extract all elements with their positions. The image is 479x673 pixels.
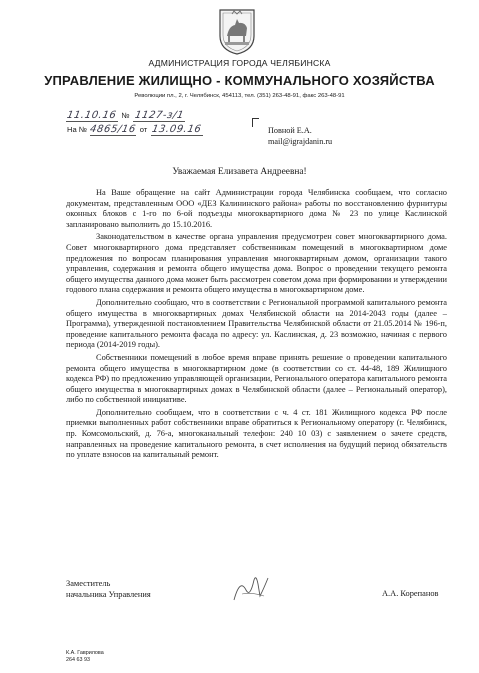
outgoing-date: 11.10.16 bbox=[66, 110, 118, 121]
chelyabinsk-coat-of-arms-icon bbox=[215, 6, 259, 56]
incoming-registration bbox=[66, 124, 203, 136]
signer-position bbox=[66, 579, 151, 600]
from-label: от bbox=[139, 125, 148, 134]
incoming-number: 4865/16 bbox=[89, 124, 138, 135]
department-address: Революции пл., 2, г. Челябинск, 454113, тел. (351) 263-48-91, факс 263-48-91 bbox=[134, 93, 345, 99]
recipient-block bbox=[268, 125, 332, 147]
signer-name: А.А. Корепанов bbox=[382, 589, 439, 598]
paragraph: Дополнительно сообщаю, что в соответствии с Региональной программой капитального ремонта общего имущества в многоквартирных домах Челябинской области на 2014-2043 годы (далее – Программа), утвержденной постановлением Правительства Челябинской области от 21.05.2014 № 196-п, проведение капитального ремонта фасада по адресу: ул. Каслинская, д. 23 возможно, начиная с первого периода (2014-2019 годы). bbox=[66, 297, 447, 350]
paragraph: Законодательством в качестве органа управления предусмотрен совет многоквартирного дома. Совет многоквартирного дома представляет собственникам помещений в многоквартирном доме предложения по вопросам планирования управления многоквартирным домом, организации такого управления, содержания и ремонта общего имущества дома. Вопрос о проведении текущего ремонта общего имущества данного дома может быть рассмотрен советом дома при формировании и утверждении годового плана содержания и ремонта общего имущества в многоквартирном доме. bbox=[66, 232, 447, 295]
executor-phone: 264 63 93 bbox=[66, 656, 90, 663]
executor-name: К.А. Гаврилова bbox=[66, 650, 104, 656]
recipient-email: mail@igrajdanin.ru bbox=[268, 137, 333, 146]
number-label: № bbox=[121, 111, 130, 120]
letter-body bbox=[66, 188, 447, 463]
incoming-label: На № bbox=[67, 125, 87, 134]
outgoing-registration bbox=[66, 110, 185, 122]
greeting: Уважаемая Елизавета Андреевна! bbox=[172, 167, 307, 177]
incoming-date: 13.09.16 bbox=[151, 124, 203, 135]
signer-position-line2: начальника Управления bbox=[66, 589, 151, 599]
executor-block bbox=[66, 650, 104, 663]
signer-position-line1: Заместитель bbox=[66, 579, 111, 588]
paragraph: Собственники помещений в любое время вправе принять решение о проведении капитального ремонта общего имущества в многоквартирном доме (в соответствии со ст. 44-48, 189 Жилищного кодекса РФ) по предложению управляющей организации, Регионального оператора капитального ремонта общего имущества в многоквартирных домах в Челябинской области (далее – Региональный оператор), либо по собственной инициативе. bbox=[66, 352, 447, 405]
recipient-bracket bbox=[252, 118, 259, 127]
department-name: УПРАВЛЕНИЕ ЖИЛИЩНО - КОММУНАЛЬНОГО ХОЗЯЙСТВА bbox=[44, 73, 435, 88]
paragraph: Дополнительно сообщаем, что в соответствии с ч. 4 ст. 181 Жилищного кодекса РФ после приемки выполненных работ собственники вправе обратиться к Региональному оператору (г. Челябинск, пр. Комсомольский, д. 76-а, многоканальный телефон: 240 10 03) с заявлением о зачете средств, направленных на проведение капитального ремонта, в счет исполнения на будущий период обязательств по уплате взносов на капитальный ремонт. bbox=[66, 407, 447, 460]
administration-name: АДМИНИСТРАЦИЯ ГОРОДА ЧЕЛЯБИНСКА bbox=[148, 58, 331, 68]
handwritten-signature bbox=[228, 570, 274, 606]
outgoing-number: 1127-з/1 bbox=[133, 110, 185, 121]
paragraph: На Ваше обращение на сайт Администрации города Челябинска сообщаем, что согласно документам, представленным ООО «ДЕЗ Калининского района» работы по восстановлению фурнитуры оконных блоков с 1-го по 6-ой подъезды многоквартирного дома № 23 по улице Каслинской запланировано выполнить до 15.10.2016. bbox=[66, 188, 447, 229]
recipient-name: Повной Е.А. bbox=[268, 126, 312, 135]
